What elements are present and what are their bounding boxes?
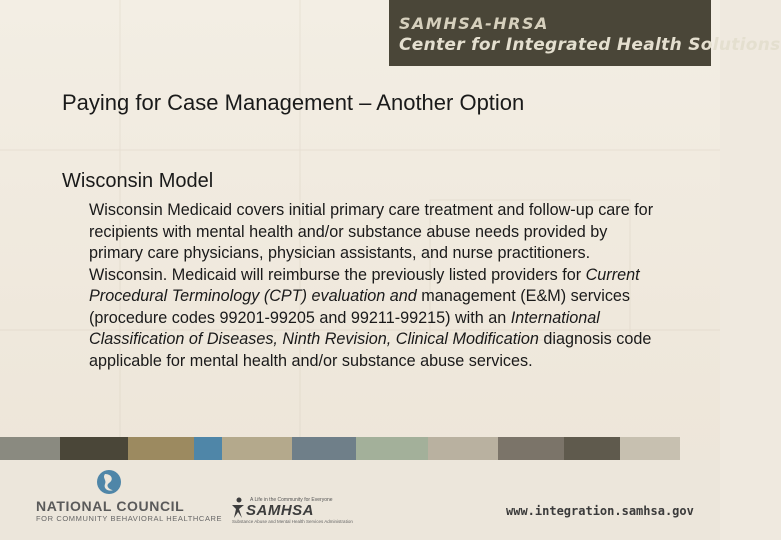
national-council-name: NATIONAL COUNCIL: [36, 498, 185, 514]
samhsa-tagline: A Life in the Community for Everyone: [250, 497, 333, 503]
stripe: [222, 437, 292, 460]
slide-title: Paying for Case Management – Another Option: [62, 90, 525, 115]
samhsa-subtitle: Substance Abuse and Mental Health Services Administration: [232, 519, 353, 524]
stripe: [0, 437, 60, 460]
body-text-3: diagnosis code applicable for mental health and/or substance abuse services.: [89, 330, 652, 370]
body-text-1: Wisconsin Medicaid covers initial primary care treatment and follow-up care for recipients with mental health and/or substance abuse needs provided by primary care physicians, physician assistants, and nurse practitioners. Wisconsin. Medicaid will reimburse the previously listed providers for: [89, 201, 654, 284]
national-council-subtitle: FOR COMMUNITY BEHAVIORAL HEALTHCARE: [36, 514, 223, 523]
website-url: www.integration.samhsa.gov: [506, 504, 694, 518]
body-text-cpt: Current Procedural Terminology (CPT) evaluation and: [89, 265, 640, 305]
stripe: [128, 437, 194, 460]
header-center: Center for Integrated Health Solutions: [399, 35, 781, 55]
body-text-icd: International Classification of Diseases, Ninth Revision, Clinical Modification: [89, 308, 600, 348]
national-council-logo-icon: [96, 468, 122, 496]
samhsa-logo-text: SAMHSA: [246, 502, 315, 519]
stripe: [356, 437, 428, 460]
body-text-2: management (E&M) services (procedure codes 99201-99205 and 99211-99215) with an: [89, 287, 631, 327]
stripe: [498, 437, 564, 460]
body-paragraph: [89, 200, 659, 372]
stripe: [564, 437, 620, 460]
stripe: [194, 437, 222, 460]
stripe: [428, 437, 498, 460]
header-banner: [389, 0, 711, 66]
samhsa-figure-icon: [230, 496, 246, 520]
stripe: [60, 437, 128, 460]
stripe: [292, 437, 356, 460]
header-org: SAMHSA-HRSA: [399, 14, 549, 33]
color-stripe-bar: [0, 437, 720, 460]
slide-subheading: Wisconsin Model: [62, 170, 214, 192]
stripe: [620, 437, 680, 460]
